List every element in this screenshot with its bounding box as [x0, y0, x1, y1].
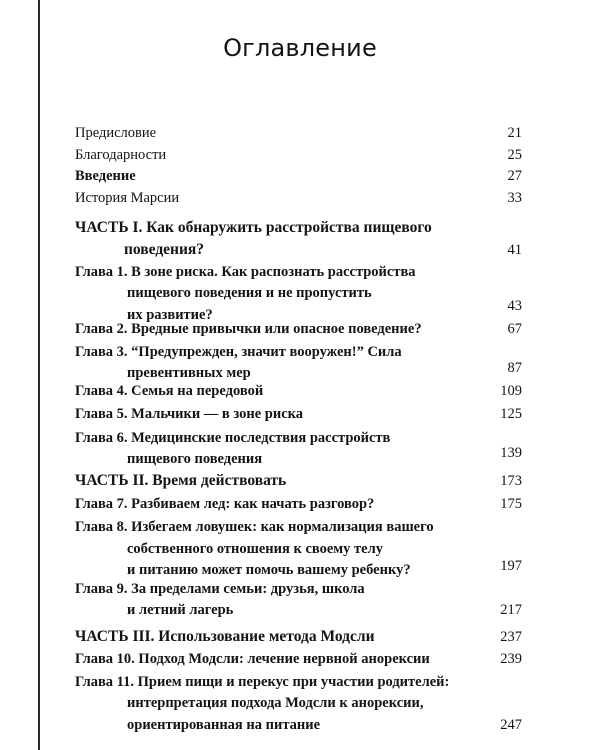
toc-entry-title-line: Глава 5. Мальчики — в зоне риска [75, 406, 304, 422]
toc-entry-title-line: Глава 10. Подход Модсли: лечение нервной анорексии [75, 651, 430, 667]
toc-entry-title-line: Предисловие [75, 125, 157, 141]
toc-entry-title-line: Глава 9. За пределами семьи: друзья, школа [75, 581, 365, 597]
toc-entry-page-number: 175 [500, 496, 522, 512]
toc-entry-page-number: 67 [507, 321, 522, 337]
toc-entry-title-line: ЧАСТЬ II. Время действовать [75, 472, 287, 489]
toc-entry-title-line: ЧАСТЬ I. Как обнаружить расстройства пищевого [75, 219, 432, 236]
toc-entry-page-number: 197 [500, 558, 522, 574]
toc-entry-title-line: Глава 1. В зоне риска. Как распознать расстройства [75, 264, 416, 280]
toc-entry-page-number: 239 [500, 651, 522, 667]
toc-entry-title-line: Благодарности [75, 147, 167, 163]
toc-entry-page-number: 217 [500, 602, 522, 618]
toc-entry-title-line: ориентированная на питание [127, 717, 321, 733]
toc-entry-title-line: поведения? [124, 241, 205, 258]
toc-entry-title-line: Глава 3. “Предупрежден, значит вооружен!” Сила [75, 344, 402, 360]
page-title: Оглавление [223, 34, 377, 62]
toc-entry-title-line: История Марсии [75, 190, 180, 206]
toc-entry-title-line: интерпретация подхода Модсли к анорексии, [127, 695, 424, 711]
toc-entry-page-number: 173 [500, 473, 522, 489]
toc-entry-page-number: 109 [500, 383, 522, 399]
toc-entry-title-line: Глава 8. Избегаем ловушек: как нормализация вашего [75, 519, 434, 535]
toc-entry-page-number: 41 [507, 242, 522, 258]
toc-entry-title-line: Введение [75, 168, 136, 184]
toc-entry-page-number: 237 [500, 629, 522, 645]
toc-entry-title-line: Глава 6. Медицинские последствия расстройств [75, 430, 391, 446]
toc-entry-page-number: 43 [507, 298, 522, 314]
toc-entry-title-line: превентивных мер [127, 365, 251, 381]
toc-entry-title-line: их развитие? [127, 307, 213, 323]
toc-entry-title-line: Глава 11. Прием пищи и перекус при участии родителей: [75, 674, 450, 690]
toc-entry-title-line: и летний лагерь [127, 602, 234, 618]
toc-entry-page-number: 247 [500, 717, 522, 733]
toc-entry-title-line: Глава 2. Вредные привычки или опасное поведение? [75, 321, 422, 337]
toc-entry-page-number: 27 [507, 168, 522, 184]
toc-entry-title-line: пищевого поведения [127, 451, 263, 467]
toc-entry-title-line: собственного отношения к своему телу [127, 541, 383, 557]
toc-entry-title-line: ЧАСТЬ III. Использование метода Модсли [75, 628, 375, 645]
toc-entry-page-number: 21 [507, 125, 522, 141]
toc-entry-title-line: и питанию может помочь вашему ребенку? [127, 562, 411, 578]
toc-entry-title-line: Глава 7. Разбиваем лед: как начать разговор? [75, 496, 375, 512]
toc-entry-page-number: 125 [500, 406, 522, 422]
toc-entry-page-number: 33 [507, 190, 522, 206]
toc-entry-page-number: 87 [507, 360, 522, 376]
toc-entry-title-line: Глава 4. Семья на передовой [75, 383, 264, 399]
toc-entry-page-number: 25 [507, 147, 522, 163]
toc-entry-page-number: 139 [500, 445, 522, 461]
toc-entry-title-line: пищевого поведения и не пропустить [127, 285, 372, 301]
